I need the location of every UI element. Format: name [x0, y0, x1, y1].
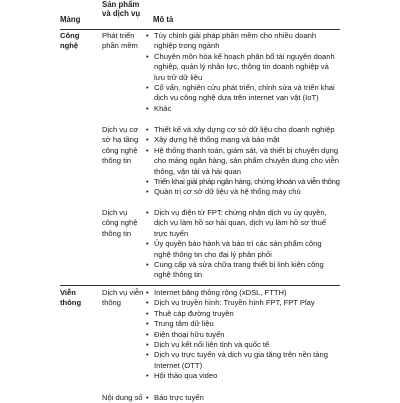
list-item: • Trung tâm dữ liệu	[145, 319, 340, 329]
list-item: • Dịch vụ điện tử FPT: chứng nhận dịch vụ ủy quyền, dịch vụ làm hồ sơ hải quan, dịch vụ làm hồ sơ thuế trực tuyến	[145, 208, 340, 239]
list-item: • Triển khai giải pháp ngân hàng, chứng khoán và viễn thông	[145, 177, 340, 187]
header-san-pham: Sản phẩm và dịch vụ	[102, 0, 141, 18]
header-mo-ta: Mô tả	[153, 15, 174, 24]
section-vien-thong-label: Viễn thông	[60, 288, 82, 308]
list-item: • Hội thảo qua video	[145, 371, 340, 381]
sub-noi-dung-so: Nội dung số	[102, 393, 143, 402]
list-phat-trien-phan-mem	[145, 31, 340, 114]
sub-dich-vu-vien-thong: Dịch vụ viễn thông	[102, 288, 144, 308]
list-item: • Cung cấp và sửa chữa trang thiết bị linh kiện công nghệ thông tin	[145, 260, 340, 281]
list-item: • Tùy chỉnh giải pháp phần mềm cho nhiều doanh nghiệp trong ngành	[145, 31, 340, 52]
list-dich-vu-vien-thong	[145, 288, 340, 382]
list-item: • Thiết kế và xây dựng cơ sở dữ liệu cho doanh nghiệp	[145, 125, 340, 135]
list-item: • Báo trực tuyến	[145, 393, 340, 403]
header-rule	[60, 29, 340, 30]
list-item: • Dịch vụ kết nối liên tỉnh và quốc tế	[145, 340, 340, 350]
table-header	[0, 0, 400, 30]
sub-co-so-ha-tang: Dịch vụ cơ sở hạ tầng công nghệ thông tin	[102, 125, 139, 166]
header-mang: Mảng	[60, 15, 81, 24]
list-item: • Cố vấn, nghiên cứu phát triển, chỉnh sửa và triển khai dịch vụ công nghệ dựa trên internet vạn vật (IoT)	[145, 83, 340, 104]
sub-phat-trien-phan-mem: Phát triển phần mềm	[102, 31, 138, 51]
list-item: • Dịch vụ trực tuyến và dịch vụ gia tăng trên nền tảng Internet (OTT)	[145, 350, 340, 371]
list-item: • Quản trị cơ sở dữ liệu và hệ thống máy chủ	[145, 187, 340, 197]
section-rule	[60, 285, 340, 286]
list-item: • Thuê cáp đường truyền	[145, 309, 340, 319]
sub-dich-vu-cntt: Dịch vụ công nghệ thông tin	[102, 208, 138, 238]
list-item: • Xây dựng hệ thống mạng và bảo mật	[145, 135, 340, 145]
list-noi-dung-so	[145, 393, 340, 403]
list-item: • Chuyên môn hóa kế hoạch phân bổ tài nguyên doanh nghiệp, quản lý nhân lực, thông tin doanh nghiệp và lưu trữ dữ liệu	[145, 52, 340, 83]
list-item: • Ủy quyền bảo hành và bảo trì các sản phẩm công nghệ thông tin cho đại lý phân phối	[145, 239, 340, 260]
list-dich-vu-cntt	[145, 208, 340, 281]
list-item: • Internet băng thông rộng (xDSL, FTTH)	[145, 288, 340, 298]
section-cong-nghe-label: Công nghệ	[60, 31, 80, 51]
list-item: • Dịch vụ truyền hình: Truyền hình FPT, FPT Play	[145, 298, 340, 308]
list-item: • Điện thoại hữu tuyến	[145, 330, 340, 340]
list-co-so-ha-tang	[145, 125, 340, 198]
list-item: • Hệ thống thanh toán, giám sát, và thiết bị chuyên dụng cho mảng ngân hàng, sản phẩm chuyên dụng cho viễn thông, vận tải và hải quan	[145, 146, 340, 177]
list-item: • Khác	[145, 104, 340, 114]
